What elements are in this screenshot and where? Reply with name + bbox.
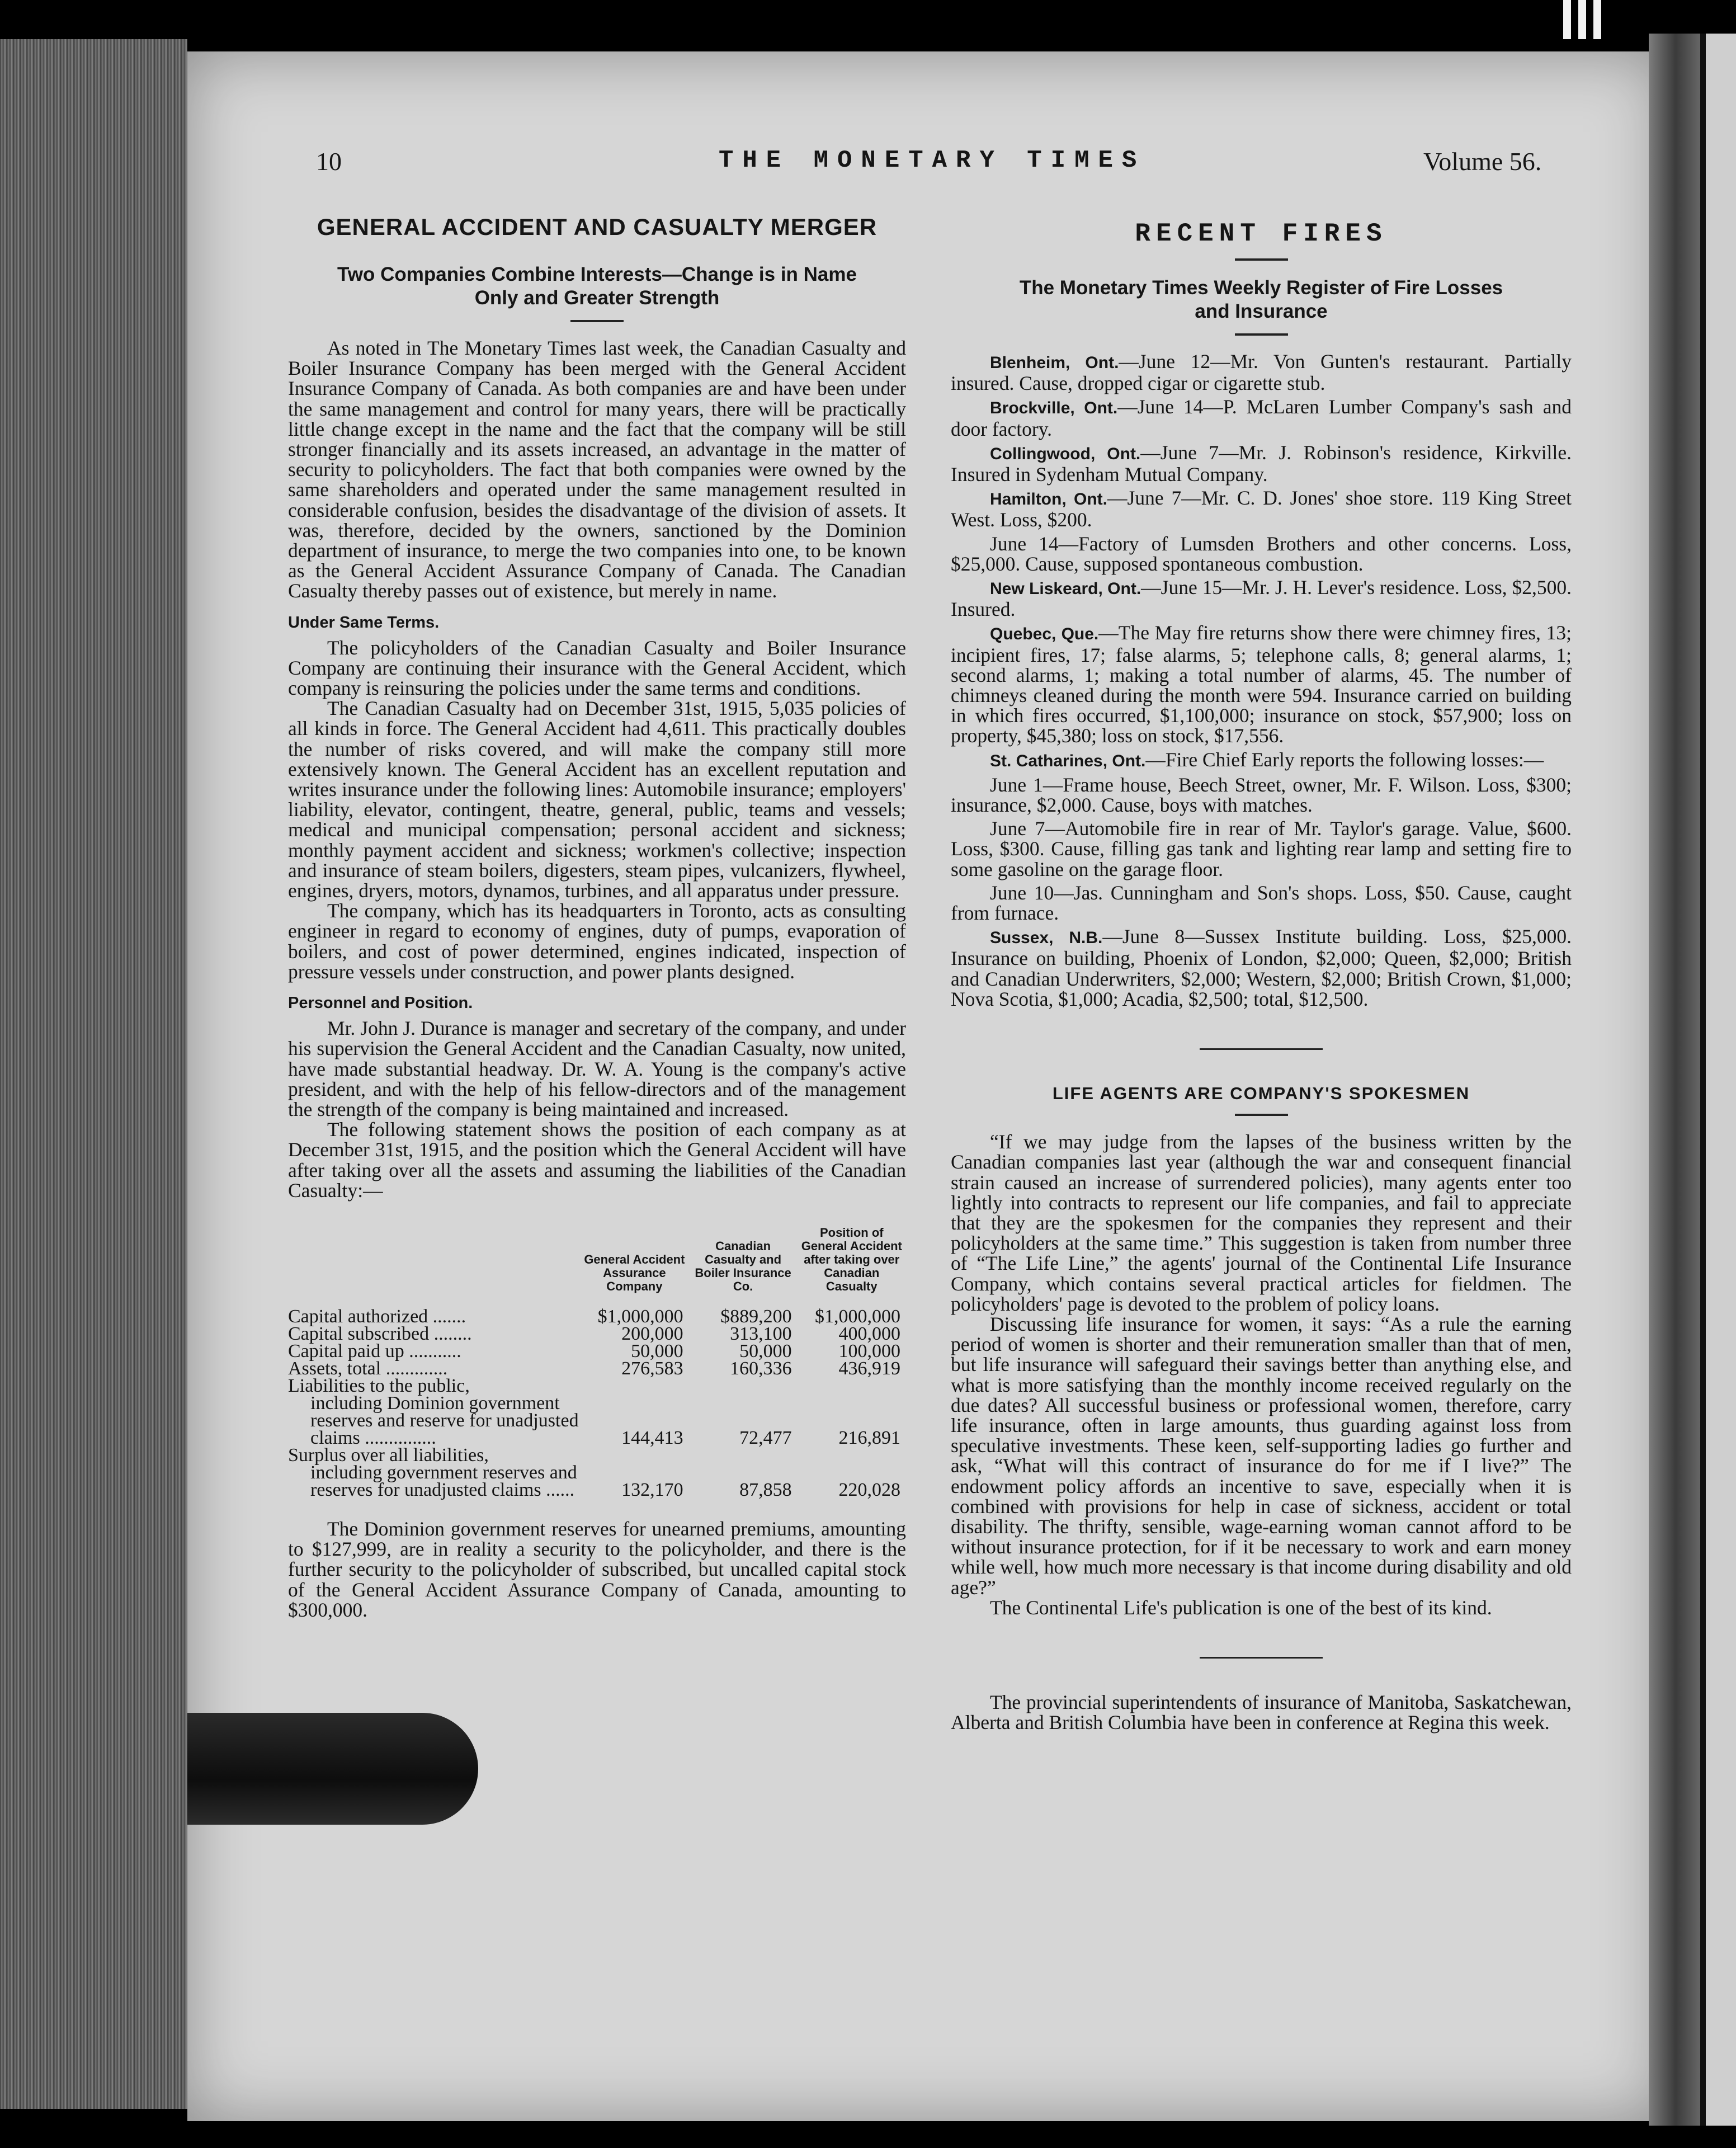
fire-entry (951, 750, 1572, 771)
fire-details: June 10—Jas. Cunningham and Son's shops. Loss, $50. Cause, caught from furnace. (951, 881, 1572, 925)
fires-subheadline-line2: and Insurance (1195, 300, 1328, 322)
table-cell: 216,891 (838, 1427, 900, 1448)
row-label-detail: including Dominion government reserves and reserve for unadjusted claims ............... (310, 1392, 579, 1448)
fire-details: —June 15—Mr. J. H. Lever's residence. Loss, $2,500. Insured. (951, 576, 1572, 621)
column-header: General Accident Assurance Company (584, 1252, 685, 1293)
fire-details: —June 7—Mr. J. Robinson's residence, Kirkville. Insured in Sydenham Mutual Company. (951, 441, 1572, 486)
row-label (288, 1377, 580, 1447)
fire-entry (951, 534, 1572, 574)
table-row (288, 1360, 906, 1377)
life-paragraph-1: “If we may judge from the lapses of the business written by the Canadian companies last year (although the war and consequent financial strain caused an increase of surrendered policies), many agents enter too lightly into contracts to represent our life companies, and fail to appreciate that they are the spokesmen for the companies they represent and their policyholders at the same time.” This suggestion is taken from number three of “The Life Line,” the agents' journal of the Continental Life Insurance Company, which contains several practical articles for fieldmen. The policyholders' page is devoted to the problem of policy loans. (951, 1130, 1572, 1315)
terms-paragraph-2: The Canadian Casualty had on December 31st, 1915, 5,035 policies of all kinds in force. The General Accident had 4,611. This practically doubles the number of risks covered, and will make the company still more extensively known. The General Accident has an excellent reputation and writes insurance under the following lines: Automobile insurance; employers' liability, elevator, contingent, theatre, general, public, teams and vessels; medical and municipal compensation; personal accident and sickness; monthly payment accident and sickness; workmen's collective; inspection and insurance of steam boilers, digesters, steam pipes, vulcanizers, flywheel, engines, dryers, motors, dynamos, turbines, and all apparatus under pressure. (288, 697, 906, 902)
table-cell: 72,477 (739, 1427, 792, 1448)
column-header: Canadian Casualty and Boiler Insurance Co. (695, 1238, 791, 1293)
fire-entry (951, 818, 1572, 879)
fire-entry (951, 926, 1572, 1009)
book-page-edges (0, 39, 187, 2109)
table-cell: 200,000 (621, 1323, 683, 1344)
table-row (288, 1377, 906, 1447)
table-cell: 132,170 (621, 1479, 683, 1500)
fire-details: —June 8—Sussex Institute building. Loss, $25,000. Insurance on building, Phoenix of London, $2,000; Queen, $2,000; British and Canadian Underwriters, $2,000; Western, $2,000; British Crown, $1,000; Nova Scotia, $1,000; Acadia, $2,500; total, $12,500. (951, 925, 1572, 1010)
row-label-detail: including government reserves and reserves for unadjusted claims ...... (310, 1462, 577, 1500)
fire-details: —June 12—Mr. Von Gunten's restaurant. Partially insured. Cause, dropped cigar or cigarette stub. (951, 350, 1572, 395)
row-label: Capital subscribed ........ (288, 1323, 472, 1344)
row-label: Capital paid up ........... (288, 1340, 461, 1362)
film-marker (1578, 0, 1586, 39)
table-header-row (288, 1226, 906, 1308)
fire-details: June 1—Frame house, Beech Street, owner, Mr. F. Wilson. Loss, $300; insurance, $2,000. Cause, boys with matches. (951, 773, 1572, 817)
fire-entry (951, 577, 1572, 619)
table-cell: $1,000,000 (597, 1306, 683, 1327)
superintendents-note: The provincial superintendents of insurance of Manitoba, Saskatchewan, Alberta and British Columbia have been in conference at Regina this week. (951, 1690, 1572, 1734)
table-cell: $889,200 (720, 1306, 792, 1327)
section-divider (1200, 1657, 1323, 1659)
fire-entry (951, 351, 1572, 393)
terms-paragraph-3: The company, which has its headquarters in Toronto, acts as consulting engineer in regard to economy of engines, duty of pumps, evaporation of boilers, and cost of power determined, engines indicated, inspection of pressure vessels under construction, and power plants designed. (288, 899, 906, 983)
fire-location: Sussex, N.B. (990, 929, 1103, 948)
table-cell: 50,000 (739, 1340, 792, 1362)
fire-details: —The May fire returns show there were chimney fires, 13; incipient fires, 17; false alarms, 5; telephone calls, 8; general alarms, 1; second alarms, 1; making a total number of alarms, 45. The number of chimneys cleaned during the month were 594. Insurance carried on building in which fires occurred, $1,100,000; insurance on stock, $57,900; loss on property, $45,380; loss on stock, $17,556. (951, 621, 1572, 747)
table-row (288, 1342, 906, 1360)
recent-fires-headline: RECENT FIRES (1135, 219, 1388, 248)
section-heading-personnel: Personnel and Position. (288, 994, 473, 1012)
table-row (288, 1308, 906, 1325)
table-cell: 87,858 (739, 1479, 792, 1500)
fire-entry (951, 442, 1572, 484)
row-label (288, 1444, 580, 1500)
merger-intro-paragraph: As noted in The Monetary Times last week, the Canadian Casualty and Boiler Insurance Company has been merged with the General Accident Insurance Company of Canada. As both companies are and have been under the same management and control for many years, there will be practically little change except in the name and the fact that the company will be still stronger financially and its assets increased, an advantage in the matter of security to policyholders. The fact that both companies were owned by the same shareholders and operated under the same management resulted in considerable confusion, besides the disadvantage of the division of assets. It was, therefore, decided by the owners, sanctioned by the Dominion department of insurance, to merge the two companies into one, to be known as the General Accident Assurance Company of Canada. The Canadian Casualty thereby passes out of existence, but merely in name. (288, 337, 906, 602)
table-cell: 313,100 (730, 1323, 792, 1344)
row-label: Assets, total ............. (288, 1358, 448, 1379)
row-label-main: Liabilities to the public, (288, 1375, 470, 1396)
merger-headline: GENERAL ACCIDENT AND CASUALTY MERGER (317, 214, 878, 240)
fires-subheadline-line1: The Monetary Times Weekly Register of Fire Losses (1019, 277, 1503, 299)
personnel-paragraph-2: The following statement shows the position of each company as at December 31st, 1915, and the position which the General Accident will have after taking over all the assets and assuming the liabilities of the Canadian Casualty:— (288, 1118, 906, 1202)
fire-details: —June 14—P. McLaren Lumber Company's sash and door factory. (951, 395, 1572, 440)
fire-details: June 14—Factory of Lumsden Brothers and other concerns. Loss, $25,000. Cause, supposed spontaneous combustion. (951, 532, 1572, 575)
table-cell: 50,000 (631, 1340, 683, 1362)
page-folio: 10 (316, 147, 342, 176)
fire-location: Quebec, Que. (990, 625, 1099, 644)
film-marker (1593, 0, 1601, 39)
merger-subheadline-line2: Only and Greater Strength (474, 287, 720, 309)
financial-statement-table (288, 1226, 906, 1499)
left-column (288, 214, 906, 1620)
table-cell: 400,000 (838, 1323, 900, 1344)
table-cell: 144,413 (621, 1427, 683, 1448)
fire-location: St. Catharines, Ont. (990, 751, 1146, 770)
fire-entry (951, 883, 1572, 923)
fire-entry (951, 775, 1572, 815)
fire-location: Hamilton, Ont. (990, 490, 1107, 509)
fire-details: —Fire Chief Early reports the following losses:— (1145, 748, 1544, 771)
volume-number: Volume 56. (1423, 147, 1542, 176)
fire-location: Blenheim, Ont. (990, 354, 1119, 372)
merger-subheadline-line1: Two Companies Combine Interests—Change is in Name (337, 263, 857, 285)
life-paragraph-3: The Continental Life's publication is one of the best of its kind. (990, 1596, 1492, 1619)
column-header: Position of General Accident after taking over Canadian Casualty (801, 1225, 902, 1293)
film-marker (1563, 0, 1571, 39)
fire-location: New Liskeard, Ont. (990, 580, 1141, 599)
fire-entry (951, 488, 1572, 530)
divider-rule (1235, 258, 1288, 261)
table-cell: 220,028 (838, 1479, 900, 1500)
newspaper-page (187, 51, 1664, 2121)
life-paragraph-2: Discussing life insurance for women, it says: “As a rule the earning period of women is shorter and their remuneration smaller than that of men, but life insurance will safeguard their savings better than anything else, and what is more satisfying than the monthly income received regularly on the due dates? All successful business or professional women, therefore, carry life insurance, often in large amounts, thus guarding against loss from speculative investments. These keen, self-supporting ladies go further and ask, “What will this contract of insurance do for me if I live?” The endowment policy affords an incentive to save, especially when it is combined with provisions for help in case of sickness, accident or total disability. The thrifty, sensible, wage-earning woman cannot afford to be without insurance protection, for if it be necessary to work and earn money while well, how much more necessary is that income during disability and old age?” (951, 1312, 1572, 1599)
life-agents-headline: LIFE AGENTS ARE COMPANY'S SPOKESMEN (1052, 1084, 1470, 1104)
fire-location: Collingwood, Ont. (990, 444, 1141, 463)
merger-closing-paragraph: The Dominion government reserves for unearned premiums, amounting to $127,999, are in reality a security to the policyholder, and there is the further security to the policyholder of subscribed, but uncalled capital stock of the General Accident Assurance Company of Canada, amounting to $300,000. (288, 1517, 906, 1621)
section-heading-terms: Under Same Terms. (288, 613, 440, 632)
fire-details: June 7—Automobile fire in rear of Mr. Taylor's garage. Value, $600. Loss, $300. Cause, filling gas tank and lighting rear lamp and setting fire to some gasoline on the garage floor. (951, 817, 1572, 880)
fire-entry (951, 623, 1572, 746)
divider-rule (570, 320, 624, 322)
divider-rule (1235, 333, 1288, 336)
right-column (951, 214, 1572, 1732)
table-cell: 436,919 (838, 1358, 900, 1379)
table-cell: 100,000 (838, 1340, 900, 1362)
row-label-main: Surplus over all liabilities, (288, 1444, 489, 1466)
pen-shadow (187, 1713, 478, 1825)
section-divider (1200, 1048, 1323, 1050)
fire-location: Brockville, Ont. (990, 399, 1118, 418)
table-row (288, 1447, 906, 1499)
table-cell: 276,583 (621, 1358, 683, 1379)
row-label: Capital authorized ....... (288, 1306, 466, 1327)
table-cell: 160,336 (730, 1358, 792, 1379)
divider-rule (1235, 1114, 1288, 1116)
personnel-paragraph-1: Mr. John J. Durance is manager and secretary of the company, and under his supervision the General Accident and the Canadian Casualty, now united, have made substantial headway. Dr. W. A. Young is the company's active president, and with the help of his fellow-directors and of the management the strength of the company is being maintained and increased. (288, 1017, 906, 1120)
table-row (288, 1325, 906, 1342)
masthead: THE MONETARY TIMES (719, 147, 1146, 175)
fire-entry (951, 397, 1572, 439)
table-cell: $1,000,000 (815, 1306, 900, 1327)
terms-paragraph-1: The policyholders of the Canadian Casualty and Boiler Insurance Company are continuing their insurance with the General Accident, which company is reinsuring the policies under the same terms and conditions. (288, 636, 906, 700)
fire-details: —June 7—Mr. C. D. Jones' shoe store. 119 King Street West. Loss, $200. (951, 487, 1572, 531)
facing-page-edge (1700, 34, 1736, 2126)
